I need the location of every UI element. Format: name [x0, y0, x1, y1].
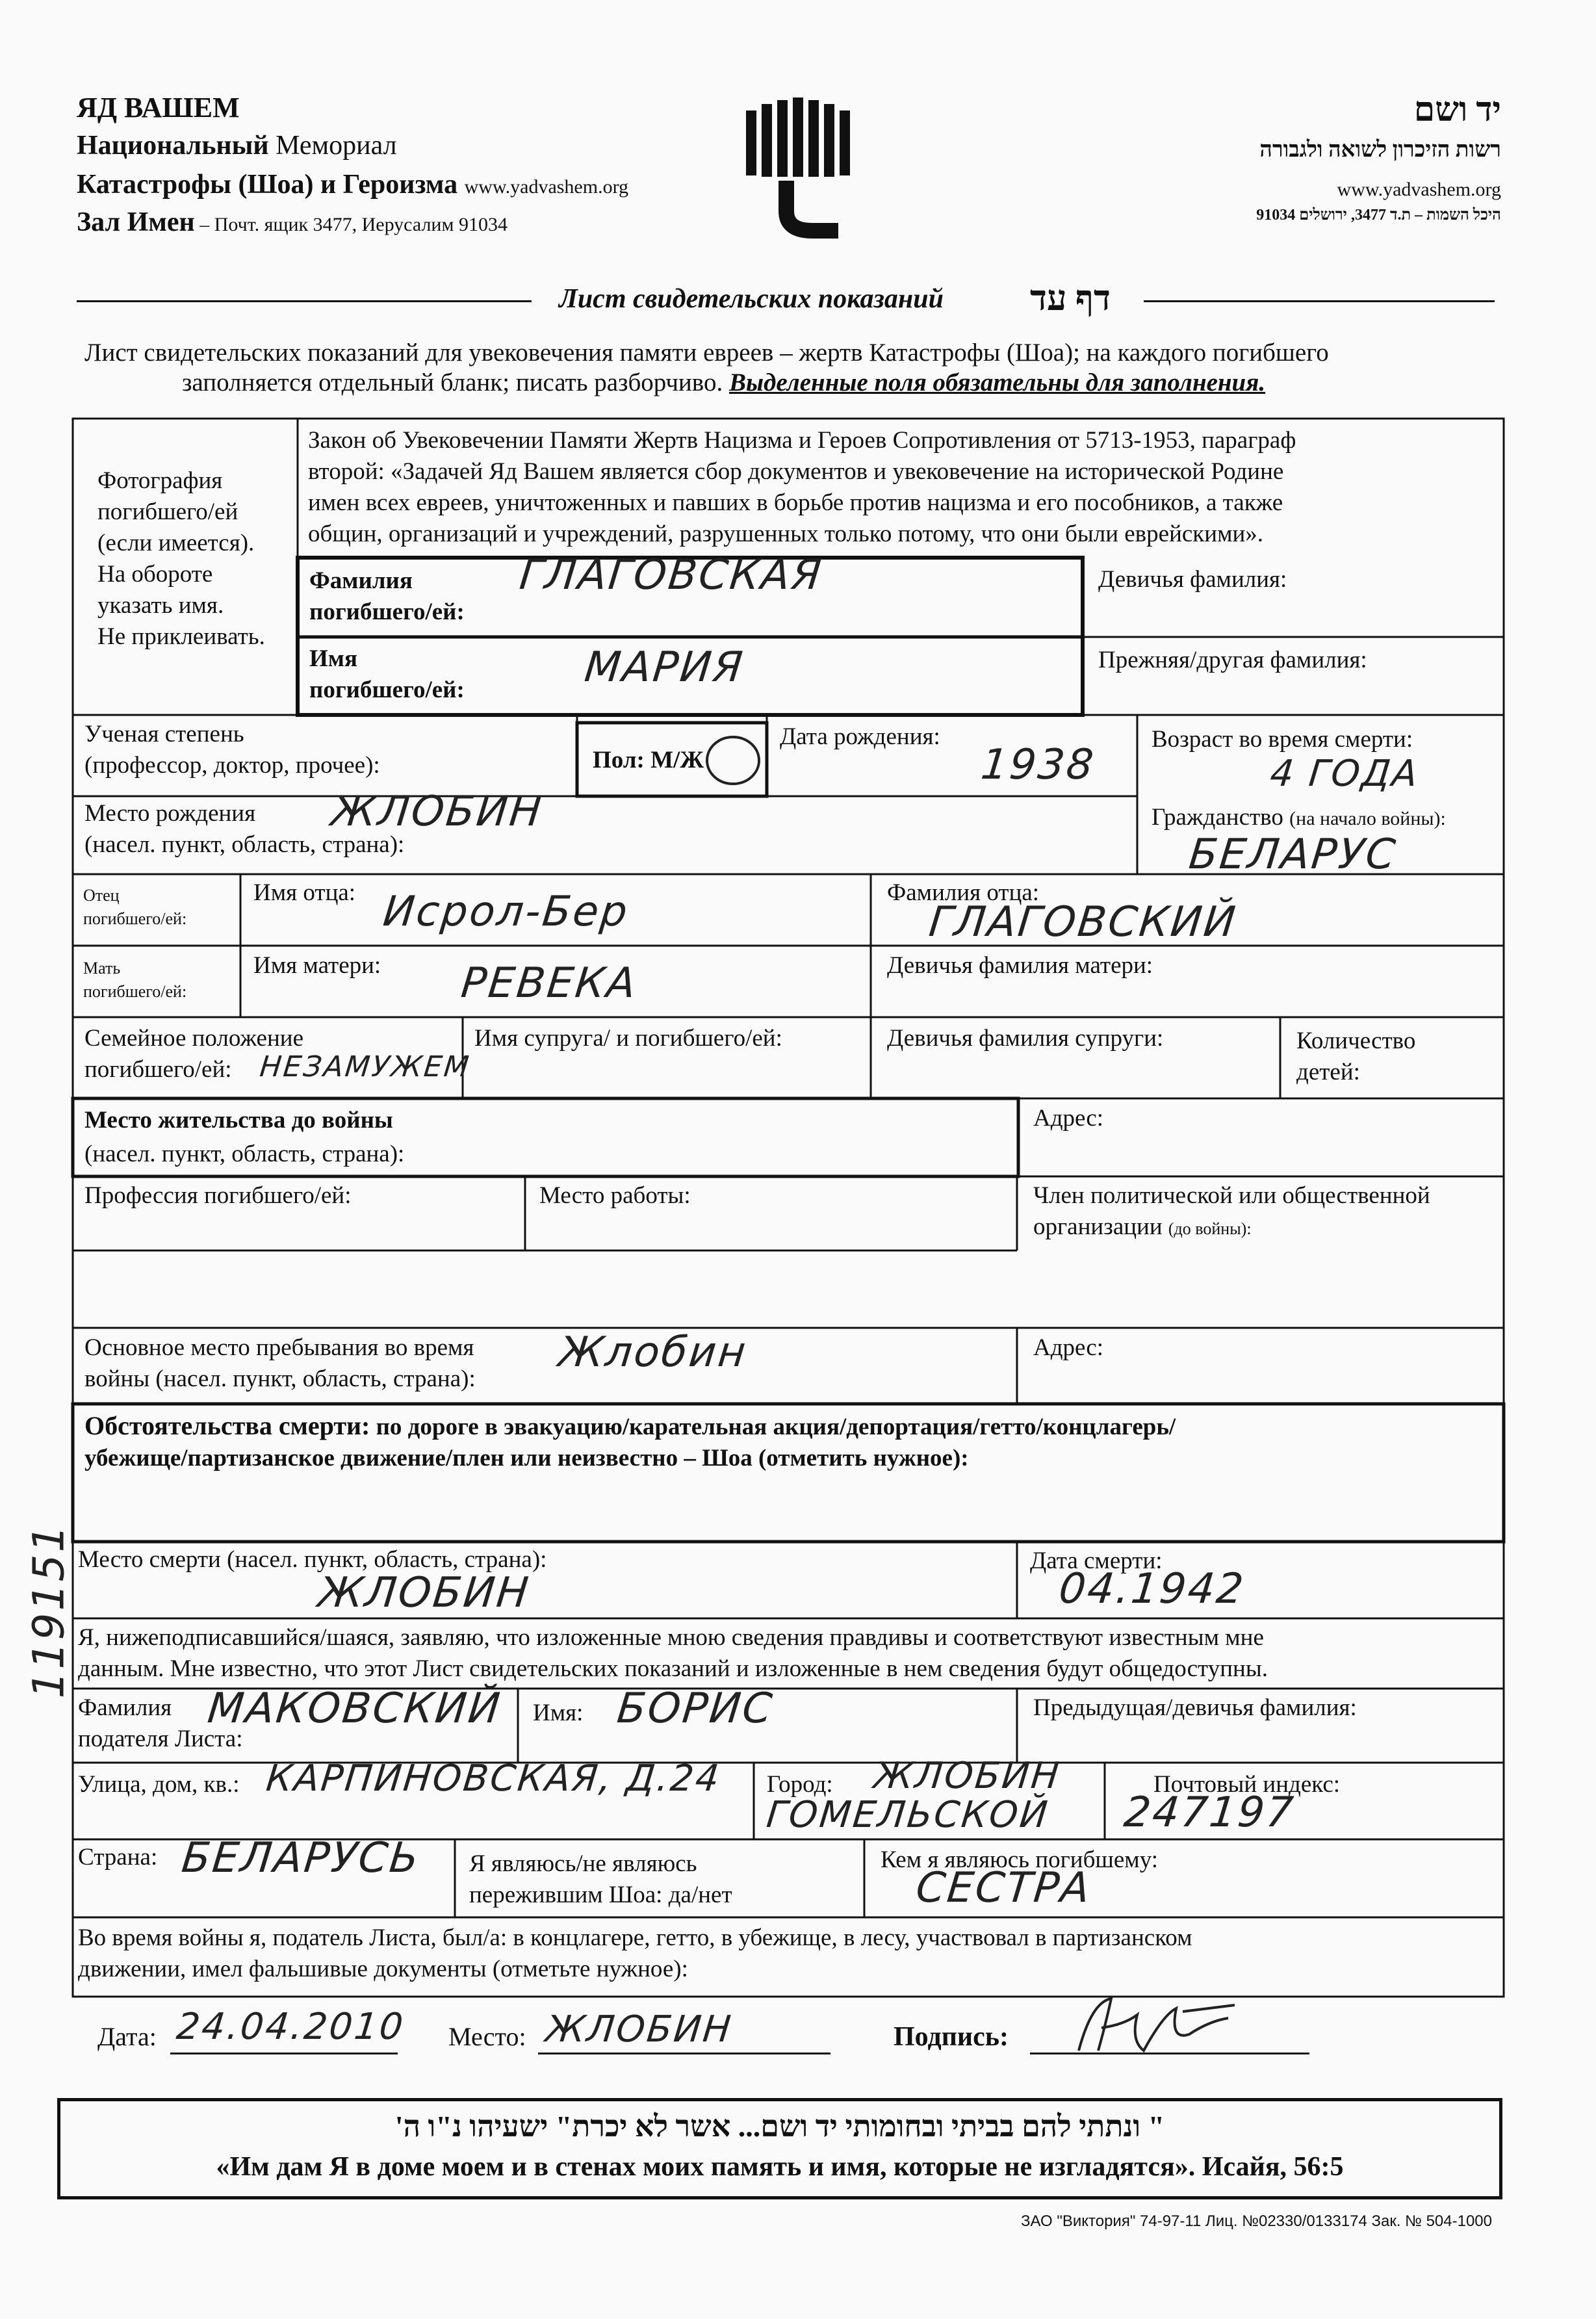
region[interactable]: ГОМЕЛЬСКОЙ [764, 1794, 1051, 1836]
zip-label: Почтовый индекс: [1153, 1771, 1341, 1798]
mother-name-label: Имя матери: [253, 952, 381, 979]
photo-note: Фотография погибшего/ей (если имеется). На обороте указать имя. Не приклеивать. [97, 467, 265, 650]
street-label: Улица, дом, кв.: [78, 1771, 240, 1798]
residence-sub: (насел. пункт, область, страна): [84, 1141, 405, 1167]
archive-number: 119151 [23, 1523, 74, 1699]
residence-label: Место жительства до войны [84, 1107, 393, 1134]
survivor-label: Я являюсь/не являюсь пережившим Шоа: да/нет [469, 1850, 732, 1908]
site-he: www.yadvashem.org [1337, 179, 1501, 200]
place[interactable]: ЖЛОБИН [543, 2008, 735, 2051]
family-status[interactable]: НЕЗАМУЖЕМ [258, 1050, 472, 1083]
spouse-maiden-label: Девичья фамилия супруги: [887, 1025, 1164, 1052]
submitter-name-label: Имя: [533, 1700, 584, 1726]
birth-date-label: Дата рождения: [780, 723, 940, 750]
circumstances: Обстоятельства смерти: по дороге в эвакуацию/карательная акция/депортация/гетто/концлагерь/ убежище/партизанское движение/плен или неизвестно – Шоа (отметить нужное): [84, 1411, 1176, 1471]
sex-label: Пол: М/Ж [593, 747, 704, 773]
father-surname[interactable]: ГЛАГОВСКИЙ [927, 898, 1240, 946]
org-sub-he: רשות הזיכרון לשואה ולגבורה [1259, 138, 1501, 162]
printer-footer: ЗАО "Виктория" 74-97-11 Лиц. №02330/0133174 Зак. № 504-1000 [1021, 2212, 1492, 2230]
victim-surname-label: Фамилия погибшего/ей: [309, 567, 465, 625]
submitter-surname-label: Фамилия подателя Листа: [78, 1694, 243, 1752]
maiden-name-label: Девичья фамилия: [1098, 566, 1287, 593]
degree-label: Ученая степень (профессор, доктор, прочее): [84, 721, 380, 779]
form-title-he: דף עד [1030, 279, 1111, 318]
age-at-death[interactable]: 4 ГОДА [1268, 753, 1422, 795]
hall-line: Зал Имен – Почт. ящик 3477, Иерусалим 91034 [77, 207, 508, 237]
city[interactable]: ЖЛОБИН [871, 1755, 1063, 1797]
city-label: Город: [767, 1771, 833, 1798]
profession-label: Профессия погибшего/ей: [84, 1182, 352, 1209]
place-label: Место: [448, 2022, 526, 2051]
death-place[interactable]: ЖЛОБИН [316, 1569, 533, 1617]
age-label: Возраст во время смерти: [1152, 726, 1413, 753]
address-he: היכל השמות – ת.ד 3477, ירושלים 91034 [1256, 207, 1501, 224]
father-surname-label: Фамилия отца: [887, 879, 1040, 906]
war-status: Во время войны я, податель Листа, был/а: в концлагере, гетто, в убежище, в лесу, участвовал в партизанском движении, имел фальшивые документы (отметьте нужное): [78, 1924, 1192, 1982]
intro-line-1: Лист свидетельских показаний для увековечения памяти евреев – жертв Катастрофы (Шоа); на каждого погибшего [84, 339, 1329, 367]
country-label: Страна: [78, 1844, 158, 1871]
street[interactable]: КАРПИНОВСКАЯ, Д.24 [264, 1757, 723, 1800]
death-date-label: Дата смерти: [1030, 1548, 1163, 1574]
intro-line-2: заполняется отдельный бланк; писать разборчиво. Выделенные поля обязательны для заполнения. [182, 369, 1266, 396]
death-place-label: Место смерти (насел. пункт, область, страна): [78, 1546, 547, 1573]
catastrophe-line: Катастрофы (Шоа) и Героизма www.yadvashem.org [77, 170, 629, 200]
signature-label: Подпись: [894, 2022, 1009, 2052]
victim-first-name[interactable]: МАРИЯ [582, 643, 747, 692]
quote-ru: «Им дам Я в доме моем и в стенах моих память и имя, которые не изгладятся». Исайя, 56:5 [216, 2152, 1344, 2182]
address2-label: Адрес: [1033, 1334, 1104, 1361]
previous-name-label: Прежняя/другая фамилия: [1098, 647, 1367, 673]
father-name[interactable]: Исрол-Бер [381, 888, 632, 936]
birthplace[interactable]: ЖЛОБИН [329, 788, 546, 836]
declaration: Я, нижеподписавшийся/шаяся, заявляю, что изложенные мною сведения правдивы и соответствуют известным мне данным. Мне известно, что этот Лист свидетельских показаний и изложенные в нем сведения будут общедоступны. [78, 1624, 1268, 1682]
relation-label: Кем я являюсь погибшему: [881, 1846, 1159, 1873]
spouse-label: Имя супруга/ и погибшего/ей: [474, 1025, 782, 1052]
date[interactable]: 24.04.2010 [174, 2006, 407, 2048]
children-label: Количество детей: [1296, 1028, 1416, 1085]
address-label: Адрес: [1033, 1105, 1104, 1132]
wartime-place[interactable]: Жлобин [556, 1328, 750, 1377]
relation[interactable]: СЕСТРА [914, 1864, 1094, 1912]
memorial-line: Национальный Мемориал [77, 131, 397, 161]
org-name-he: יד ושם [1413, 92, 1501, 129]
death-date[interactable]: 04.1942 [1057, 1565, 1248, 1613]
date-label: Дата: [97, 2022, 157, 2051]
zip[interactable]: 247197 [1122, 1789, 1298, 1837]
submitter-prev-label: Предыдущая/девичья фамилия: [1033, 1694, 1357, 1721]
mother-box-label: Мать погибшего/ей: [83, 959, 187, 1001]
member-label: Член политической или общественной организации (до войны): [1033, 1182, 1430, 1240]
victim-first-name-label: Имя погибшего/ей: [309, 645, 465, 703]
org-name-ru: ЯД ВАШЕМ [77, 92, 240, 123]
submitter-name[interactable]: БОРИС [615, 1685, 777, 1733]
country[interactable]: БЕЛАРУСЬ [179, 1834, 423, 1882]
form-title-ru: Лист свидетельских показаний [559, 284, 944, 314]
quote-he: " ונתתי להם בביתי ובחומותי יד ושם... אשר לא יכרת" ישעיהו נ"ו ה' [394, 2110, 1165, 2143]
father-box-label: Отец погибшего/ей: [83, 886, 187, 928]
wartime-place-label: Основное место пребывания во время войны (насел. пункт, область, страна): [84, 1334, 476, 1392]
work-place-label: Место работы: [539, 1182, 691, 1209]
law-text: Закон об Увековечении Памяти Жертв Нацизма и Героев Сопротивления от 5713-1953, параграф второй: «Задачей Яд Вашем является сбор документов и увековечение на исторической Родине имен всех евреев, уничтоженных и павших в борьбе против нацизма и его пособников, а также общин, организаций и учреждений, разрушенных только потому, что они были еврейскими». [308, 427, 1296, 547]
citizenship-label: Гражданство (на начало войны): [1152, 804, 1446, 831]
signature[interactable] [1066, 1989, 1261, 2060]
mother-name[interactable]: РЕВЕКА [459, 959, 640, 1007]
quote-box [57, 2098, 1502, 2199]
victim-surname[interactable]: ГЛАГОВСКАЯ [517, 551, 825, 599]
father-name-label: Имя отца: [253, 879, 356, 906]
family-status-label: Семейное положение погибшего/ей: [84, 1025, 303, 1083]
birthplace-label: Место рождения (насел. пункт, область, страна): [84, 800, 405, 858]
citizenship[interactable]: БЕЛАРУС [1187, 831, 1400, 879]
birth-date[interactable]: 1938 [979, 741, 1098, 789]
submitter-surname[interactable]: МАКОВСКИЙ [205, 1685, 504, 1733]
mother-maiden-label: Девичья фамилия матери: [887, 952, 1153, 979]
